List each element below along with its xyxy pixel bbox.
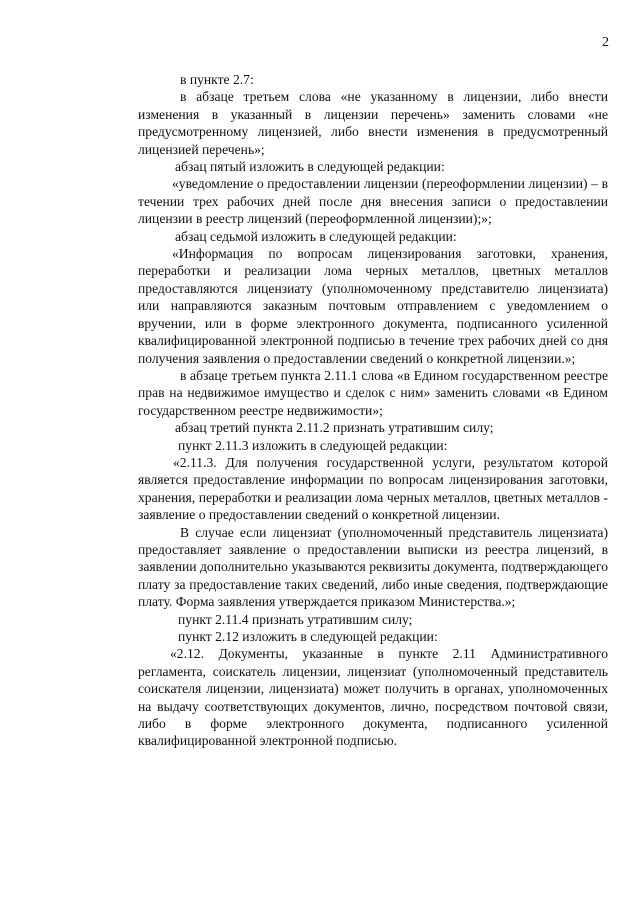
document-body: [138, 71, 608, 750]
paragraph-2-11-4: пункт 2.11.4 признать утратившим силу;: [178, 611, 413, 627]
paragraph-seventh-intro: абзац седьмой изложить в следующей редакции:: [175, 228, 457, 244]
paragraph-item-2-7: в пункте 2.7:: [180, 72, 254, 87]
paragraph-2-12-intro: пункт 2.12 изложить в следующей редакции:: [178, 629, 438, 644]
paragraph-2-11-3-text: «2.11.3. Для получения государственной услуги, результатом которой является предоставление информации по вопросам лицензирования заготовки, хранения, переработки и реализации лома черных металлов, цветных металлов - заявление о предоставлении сведений о конкретной лицензии.: [138, 454, 608, 523]
paragraph-2-11-2: абзац третий пункта 2.11.2 признать утратившим силу;: [175, 420, 494, 436]
paragraph-seventh-text: «Информация по вопросам лицензирования заготовки, хранения, переработки и реализации лома черных металлов, цветных металлов предоставляются лицензиату (уполномоченному представителю лицензиата) или направляются заказным почтовым отправлением с уведомлением о вручении, или в форме электронного документа, подписанного усиленной квалифицированной электронной подписью в течение трех рабочих дней со дня получения заявления о предоставлении сведений о конкретной лицензии.»;: [138, 246, 608, 366]
paragraph-2-12-text: «2.12. Документы, указанные в пункте 2.11 Административного регламента, соискатель лицензии, лицензиат (уполномоченный представитель соискателя лицензии, лицензиата) может получить в органах, уполномоченных на выдачу соответствующих документов, лично, посредством почтовой связи, либо в форме электронного документа, подписанного усиленной квалифицированной электронной подписью.: [138, 646, 608, 749]
paragraph-2-11-3-intro: пункт 2.11.3 изложить в следующей редакции:: [178, 437, 448, 453]
paragraph-fifth-intro: абзац пятый изложить в следующей редакции:: [175, 159, 445, 175]
paragraph-fifth-text: «уведомление о предоставлении лицензии (переоформлении лицензии) – в течении трех рабочих дней после дня внесения записи о предоставлении лицензии в реестр лицензий (переоформленной лицензии);»;: [138, 176, 608, 227]
page-number: 2: [602, 35, 609, 50]
paragraph-replace-clause-2-7: в абзаце третьем слова «не указанному в лицензии, либо внести изменения в указанный в лицензии перечень» заменить словами «не предусмотренному лицензией, либо внести изменения в предусмотренный лицензией перечень»;: [138, 89, 608, 157]
paragraph-2-11-3-case: В случае если лицензиат (уполномоченный представитель лицензиата) предоставляет заявление о предоставлении выписки из реестра лицензий, в заявлении дополнительно указываются реквизиты документа, подтверждающего плату за предоставление таких сведений, либо иные сведения, подтверждающие плату. Форма заявления утверждается приказом Министерства.»;: [138, 524, 608, 610]
paragraph-2-11-1: в абзаце третьем пункта 2.11.1 слова «в Едином государственном реестре прав на недвижимое имущество и сделок с ним» заменить словами «в Едином государственном реестре недвижимости»;: [138, 367, 608, 418]
